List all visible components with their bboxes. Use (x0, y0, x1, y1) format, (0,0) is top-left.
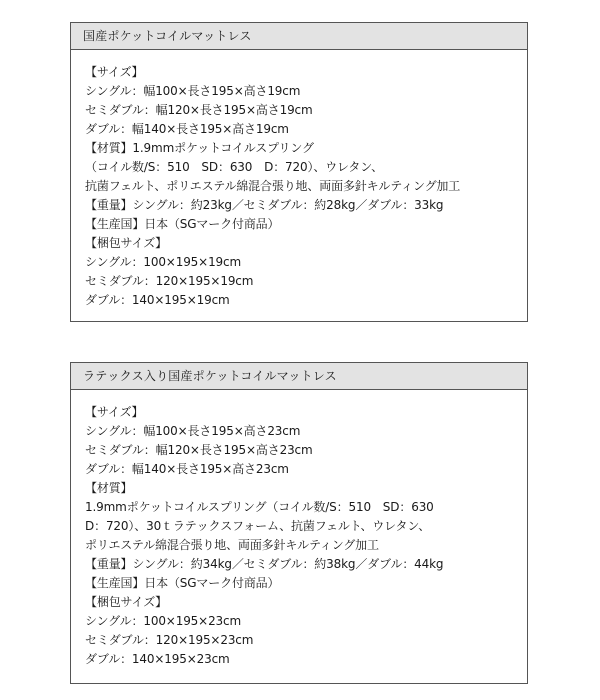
spec-line: ポリエステル綿混合張り地、両面多針キルティング加工 (85, 538, 379, 552)
spec-line: 【材質】 (85, 481, 133, 495)
spec-box-latex-pocket-coil-mattress (70, 362, 528, 684)
spec-line: シングル：幅100×長さ195×高さ23cm (85, 424, 301, 438)
spec-line: セミダブル：幅120×長さ195×高さ23cm (85, 443, 313, 457)
spec-box-title: 国産ポケットコイルマットレス (71, 23, 527, 50)
spec-line: 【重量】シングル：約34kg／セミダブル：約38kg／ダブル：44kg (85, 557, 444, 571)
spec-line: 【生産国】日本（SGマーク付商品） (85, 217, 280, 231)
spec-line: 【重量】シングル：約23kg／セミダブル：約28kg／ダブル：33kg (85, 198, 444, 212)
spec-line: セミダブル：幅120×長さ195×高さ19cm (85, 103, 313, 117)
spec-line: 【梱包サイズ】 (85, 236, 167, 250)
spec-line: シングル：幅100×長さ195×高さ19cm (85, 84, 301, 98)
spec-box-body (71, 390, 527, 669)
spec-line: 抗菌フェルト、ポリエステル綿混合張り地、両面多針キルティング加工 (85, 179, 461, 193)
spec-line: 1.9mmポケットコイルスプリング（コイル数/S：510 SD：630 (85, 500, 434, 514)
spec-box-pocket-coil-mattress (70, 22, 528, 322)
spec-line: ダブル：幅140×長さ195×高さ19cm (85, 122, 289, 136)
spec-line: シングル：100×195×19cm (85, 255, 242, 269)
spec-box-body (71, 50, 527, 310)
spec-line: ダブル：140×195×23cm (85, 652, 230, 666)
spec-line: 【材質】1.9mmポケットコイルスプリング (85, 141, 314, 155)
spec-line: セミダブル：120×195×19cm (85, 274, 254, 288)
spec-line: D：720）、30ｔラテックスフォーム、抗菌フェルト、ウレタン、 (85, 519, 431, 533)
spec-line: シングル：100×195×23cm (85, 614, 242, 628)
spec-line: 【梱包サイズ】 (85, 595, 167, 609)
spec-line: 【サイズ】 (85, 65, 144, 79)
spec-box-title: ラテックス入り国産ポケットコイルマットレス (71, 363, 527, 390)
spec-line: 【生産国】日本（SGマーク付商品） (85, 576, 280, 590)
spec-line: セミダブル：120×195×23cm (85, 633, 254, 647)
spec-line: ダブル：140×195×19cm (85, 293, 230, 307)
spec-line: 【サイズ】 (85, 405, 144, 419)
spec-line: （コイル数/S：510 SD：630 D：720）、ウレタン、 (85, 160, 384, 174)
spec-line: ダブル：幅140×長さ195×高さ23cm (85, 462, 289, 476)
